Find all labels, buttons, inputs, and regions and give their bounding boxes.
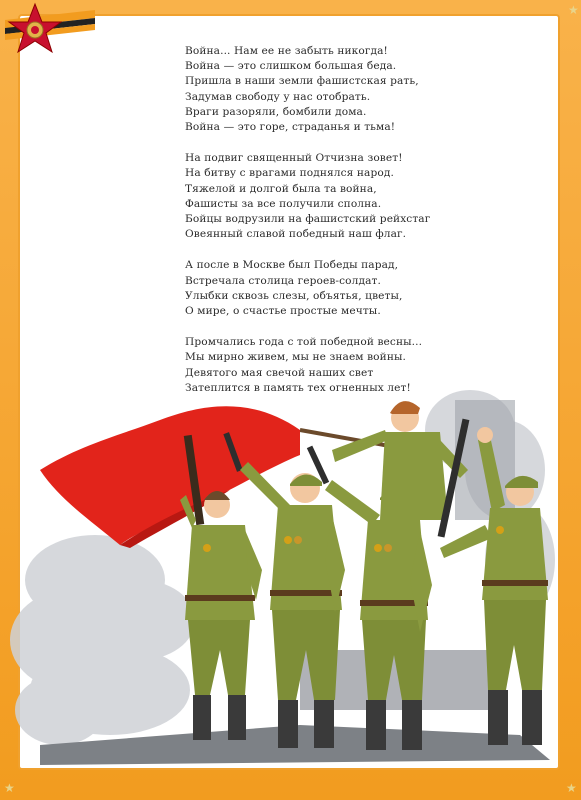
poem-line: О мире, о счастье простые мечты.	[185, 305, 381, 318]
poem-line: А после в Москве был Победы парад,	[185, 259, 399, 272]
poem-line: Пришла в наши земли фашистская рать,	[185, 75, 419, 88]
poem-line: Девятого мая свечой наших свет	[185, 366, 374, 379]
poem-line: Встречала столица героев-солдат.	[185, 274, 381, 287]
poem-line: Овеянный славой победный наш флаг.	[185, 228, 407, 241]
poem-line: Тяжелой и долгой была та война,	[185, 182, 377, 195]
star-icon: ★	[568, 3, 579, 17]
poem-line: Враги разоряли, бомбили дома.	[185, 105, 367, 118]
poem-line: Мы мирно живем, мы не знаем войны.	[185, 351, 406, 364]
star-icon: ★	[4, 781, 15, 795]
poem-line: Война... Нам ее не забыть никогда!	[185, 45, 388, 57]
poem-line: Промчались года с той победной весны...	[185, 336, 423, 349]
poem-line: Бойцы водрузили на фашистский рейхстаг	[185, 213, 431, 226]
poem-line: Задумав свободу у нас отобрать.	[185, 90, 371, 103]
poem-line: Война — это горе, страданья и тьма!	[185, 121, 396, 134]
poem-line: Затеплится в память тех огненных лет!	[185, 381, 411, 394]
poem-line: Фашисты за все получили сполна.	[185, 197, 382, 210]
star-icon: ★	[566, 781, 577, 795]
poem-line: На подвиг священный Отчизна зовет!	[185, 152, 403, 165]
poem-line: Улыбки сквозь слезы, объятья, цветы,	[185, 289, 403, 302]
order-star-icon	[5, 4, 95, 52]
poem-line: На битву с врагами поднялся народ.	[185, 167, 394, 180]
poem-line: Война — это слишком большая беда.	[185, 60, 397, 73]
